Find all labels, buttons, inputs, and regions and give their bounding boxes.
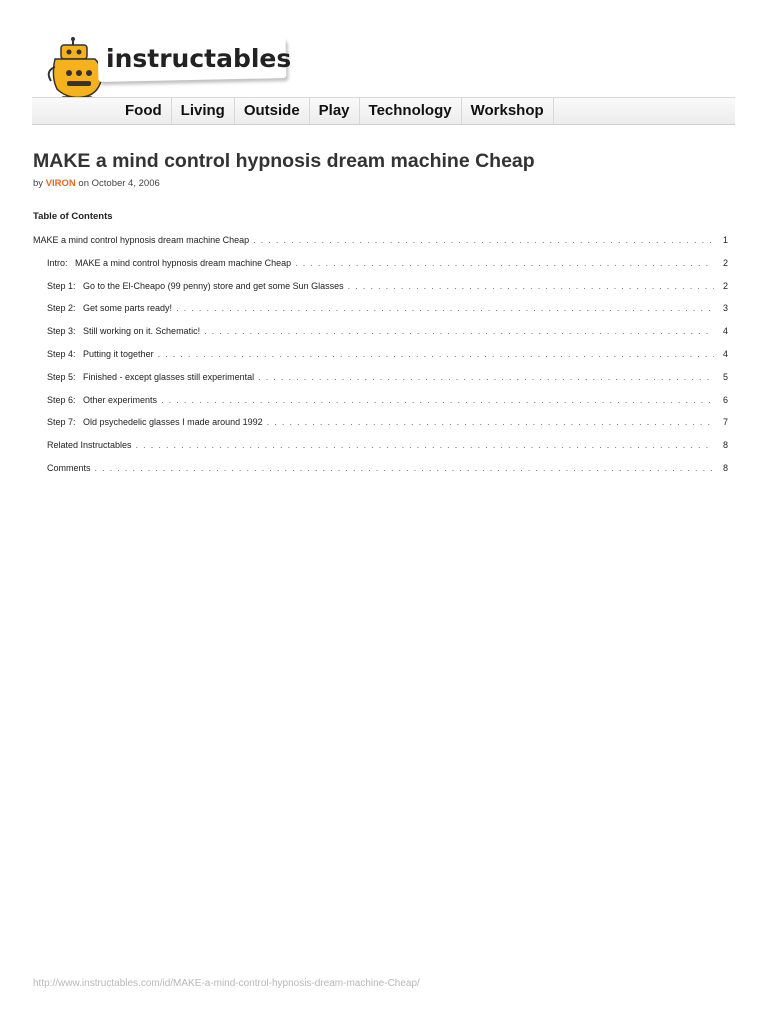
toc-entry-label: Step 1: Go to the El-Cheapo (99 penny) store and get some Sun Glasses bbox=[47, 280, 344, 291]
category-nav bbox=[32, 97, 735, 125]
footer-url[interactable]: http://www.instructables.com/id/MAKE-a-mind-control-hypnosis-dream-machine-Cheap/ bbox=[33, 978, 420, 989]
toc-entry-page: 4 bbox=[722, 326, 728, 337]
nav-item-workshop[interactable]: Workshop bbox=[462, 98, 554, 124]
nav-item-food[interactable]: Food bbox=[116, 98, 172, 124]
logo-wordmark[interactable]: instructables bbox=[106, 44, 292, 73]
toc-entry-label: Related Instructables bbox=[47, 440, 132, 451]
toc-entry-label: Comments bbox=[47, 462, 91, 473]
toc-dot-leader bbox=[204, 326, 714, 336]
author-link[interactable]: VIRON bbox=[45, 178, 76, 189]
toc-dot-leader bbox=[95, 463, 714, 473]
toc-entry-label: Step 7: Old psychedelic glasses I made around 1992 bbox=[47, 417, 263, 428]
toc-dot-leader bbox=[158, 349, 714, 359]
toc-entry[interactable] bbox=[33, 349, 728, 372]
nav-item-outside[interactable]: Outside bbox=[235, 98, 310, 124]
toc-entry-page: 6 bbox=[722, 394, 728, 405]
table-of-contents bbox=[33, 235, 728, 486]
publish-date: on October 4, 2006 bbox=[78, 178, 160, 189]
toc-entry[interactable] bbox=[33, 258, 728, 281]
toc-entry-label: Intro: MAKE a mind control hypnosis dream machine Cheap bbox=[47, 257, 292, 268]
toc-entry-page: 5 bbox=[722, 371, 728, 382]
toc-entry-label: Step 2: Get some parts ready! bbox=[47, 303, 173, 314]
toc-entry[interactable] bbox=[33, 303, 728, 326]
toc-dot-leader bbox=[258, 372, 714, 382]
toc-dot-leader bbox=[253, 235, 714, 245]
toc-dot-leader bbox=[295, 258, 714, 268]
toc-entry-label: Step 4: Putting it together bbox=[47, 348, 154, 359]
toc-entry-label: Step 5: Finished - except glasses still experimental bbox=[47, 371, 255, 382]
toc-entry[interactable] bbox=[33, 395, 728, 418]
toc-dot-leader bbox=[267, 417, 714, 427]
toc-entry-label: MAKE a mind control hypnosis dream machine Cheap bbox=[33, 235, 250, 245]
site-header bbox=[0, 0, 768, 130]
toc-entry[interactable] bbox=[33, 326, 728, 349]
toc-heading: Table of Contents bbox=[33, 211, 113, 222]
toc-entry[interactable] bbox=[33, 372, 728, 395]
toc-entry[interactable] bbox=[33, 440, 728, 463]
toc-entry-page: 1 bbox=[722, 235, 728, 245]
article-title: MAKE a mind control hypnosis dream machine Cheap bbox=[33, 150, 535, 172]
toc-dot-leader bbox=[348, 281, 714, 291]
toc-entry[interactable] bbox=[33, 463, 728, 486]
toc-entry-page: 2 bbox=[722, 257, 728, 268]
nav-item-technology[interactable]: Technology bbox=[360, 98, 462, 124]
byline bbox=[33, 178, 160, 189]
byline-prefix: by bbox=[33, 178, 44, 189]
toc-entry[interactable] bbox=[33, 235, 728, 258]
toc-entry-page: 4 bbox=[722, 348, 728, 359]
toc-entry-label: Step 3: Still working on it. Schematic! bbox=[47, 326, 201, 337]
toc-entry-page: 8 bbox=[722, 440, 728, 451]
toc-entry-label: Step 6: Other experiments bbox=[47, 394, 158, 405]
toc-dot-leader bbox=[136, 440, 714, 450]
toc-entry[interactable] bbox=[33, 417, 728, 440]
nav-item-living[interactable]: Living bbox=[172, 98, 235, 124]
toc-dot-leader bbox=[161, 395, 714, 405]
toc-entry[interactable] bbox=[33, 281, 728, 304]
toc-entry-page: 2 bbox=[722, 280, 728, 291]
toc-dot-leader bbox=[176, 303, 714, 313]
toc-entry-page: 8 bbox=[722, 462, 728, 473]
toc-entry-page: 7 bbox=[722, 417, 728, 428]
toc-entry-page: 3 bbox=[722, 303, 728, 314]
nav-item-play[interactable]: Play bbox=[310, 98, 360, 124]
